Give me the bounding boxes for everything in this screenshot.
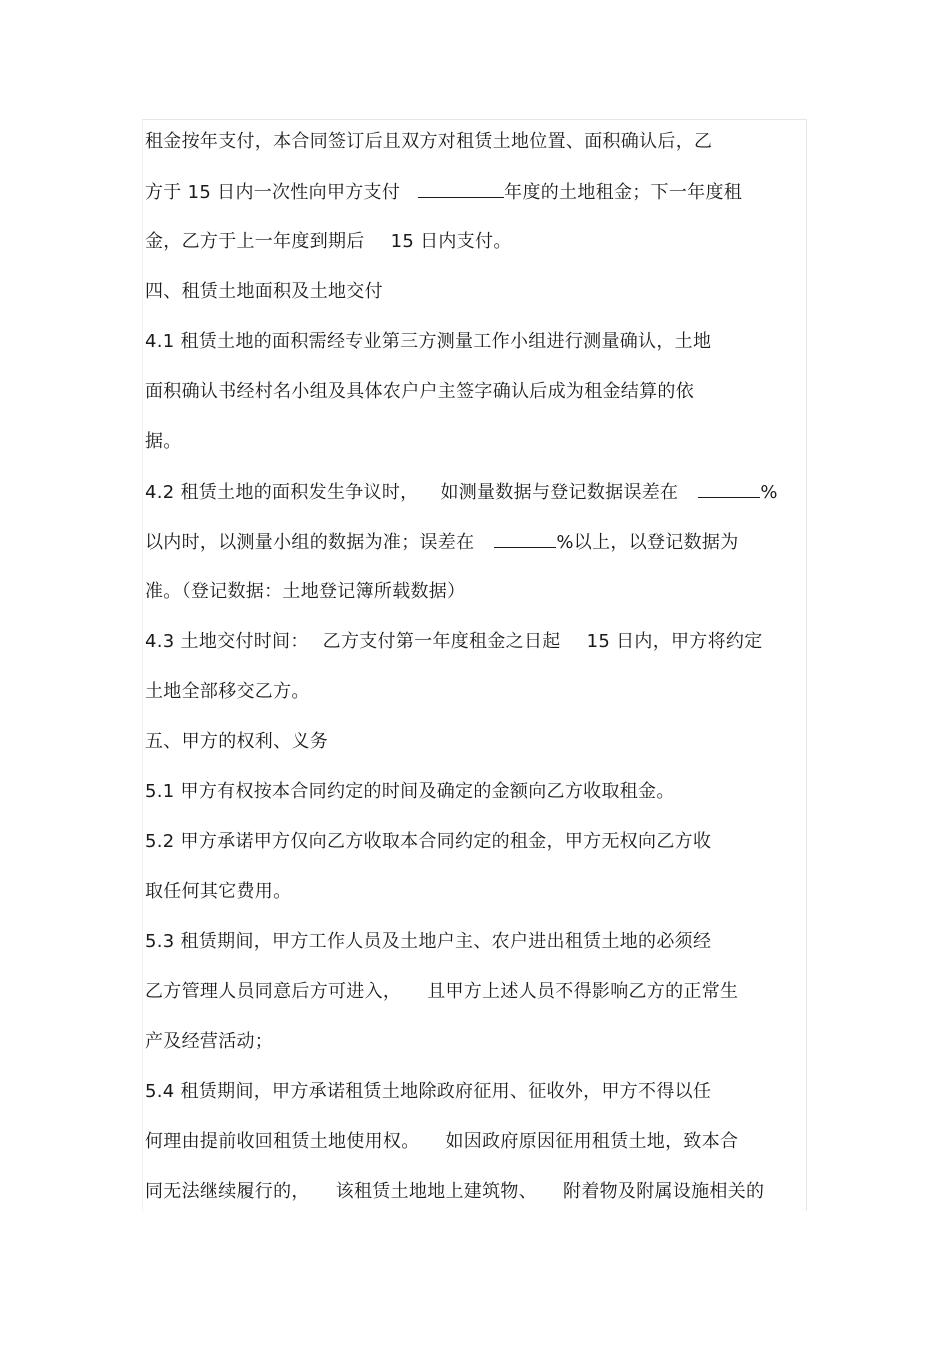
blank-percent-within[interactable] xyxy=(698,481,760,498)
text-line-3: 金，乙方于上一年度到期后 15 日内支付。 xyxy=(145,231,512,252)
text-line-4-2c: 准。（登记数据：土地登记簿所载数据） xyxy=(145,581,466,602)
text-line-4-1b: 面积确认书经村名小组及具体农户户主签字确认后成为租金结算的依 xyxy=(145,381,694,402)
text-line-4-3b: 土地全部移交乙方。 xyxy=(145,681,310,702)
text-line-4-2a: 4.2 租赁土地的面积发生争议时， 如测量数据与登记数据误差在 % xyxy=(145,482,778,503)
text-line-5-4c: 同无法继续履行的， 该租赁土地地上建筑物、 附着物及附属设施相关的 xyxy=(145,1181,765,1202)
text-line-5-3a: 5.3 租赁期间，甲方工作人员及土地户主、农户进出租赁土地的必须经 xyxy=(145,931,712,952)
section-heading-4: 四、租赁土地面积及土地交付 xyxy=(145,281,383,302)
text-line-4-1c: 据。 xyxy=(145,431,182,452)
text-line-5-3c: 产及经营活动； xyxy=(145,1031,274,1052)
text-line-5-2b: 取任何其它费用。 xyxy=(145,881,292,902)
text-line-5-1: 5.1 甲方有权按本合同约定的时间及确定的金额向乙方收取租金。 xyxy=(145,781,675,802)
text-line-1: 租金按年支付，本合同签订后且双方对租赁土地位置、面积确认后，乙 xyxy=(145,131,713,152)
text-line-4-2b: 以内时，以测量小组的数据为准；误差在 %以上，以登记数据为 xyxy=(145,532,739,553)
text-line-5-2a: 5.2 甲方承诺甲方仅向乙方收取本合同约定的租金，甲方无权向乙方收 xyxy=(145,831,712,852)
text-line-2: 方于 15 日内一次性向甲方支付 年度的土地租金；下一年度租 xyxy=(145,182,743,203)
text-line-4-3a: 4.3 土地交付时间： 乙方支付第一年度租金之日起 15 日内，甲方将约定 xyxy=(145,631,763,652)
text-line-5-4b: 何理由提前收回租赁土地使用权。 如因政府原因征用租赁土地，致本合 xyxy=(145,1131,739,1152)
text-line-4-1a: 4.1 租赁土地的面积需经专业第三方测量工作小组进行测量确认，土地 xyxy=(145,331,712,352)
text-line-5-3b: 乙方管理人员同意后方可进入， 且甲方上述人员不得影响乙方的正常生 xyxy=(145,981,739,1002)
section-heading-5: 五、甲方的权利、义务 xyxy=(145,731,328,752)
text-line-5-4a: 5.4 租赁期间，甲方承诺租赁土地除政府征用、征收外，甲方不得以任 xyxy=(145,1081,712,1102)
blank-percent-above[interactable] xyxy=(494,531,556,548)
blank-year-field[interactable] xyxy=(418,181,504,198)
